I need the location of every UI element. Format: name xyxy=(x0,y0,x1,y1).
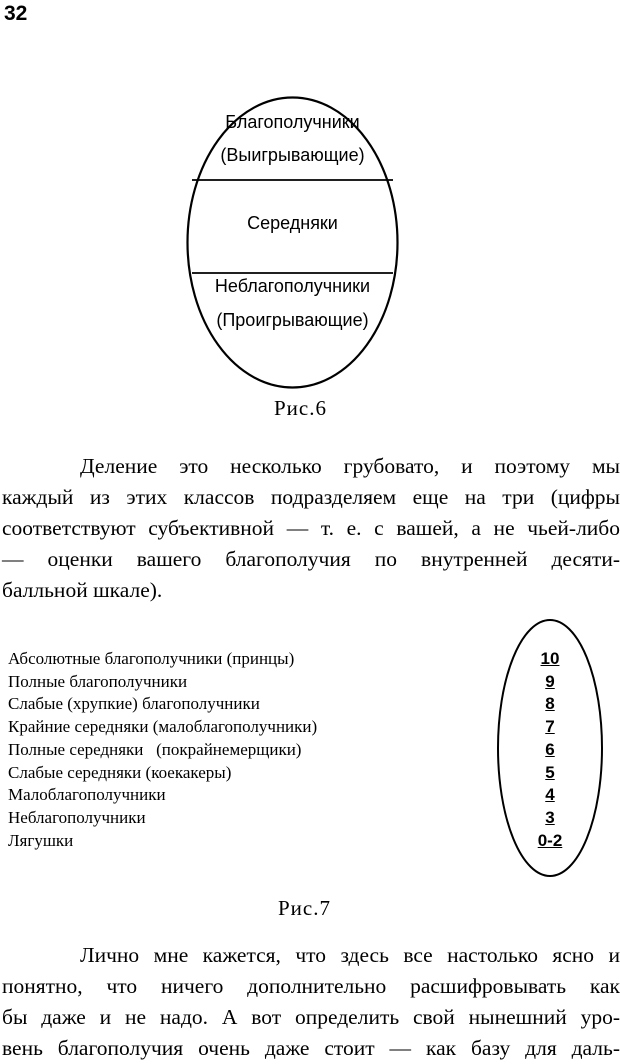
figure-7-score: 4 xyxy=(545,785,555,805)
figure-7-score: 10 xyxy=(540,649,560,668)
paragraph-1-line: балльной шкале). xyxy=(2,578,163,602)
figure-7-item-label: Крайние середняки (малоблагополучники) xyxy=(8,717,318,737)
figure-7-item-label: Полные благополучники xyxy=(8,671,188,691)
figure-7-item-label: Слабые середняки (коекакеры) xyxy=(8,762,232,782)
figure-7-score-column xyxy=(515,648,585,852)
paragraph-1 xyxy=(2,451,620,606)
paragraph-1-line: каждый из этих классов подразделяем еще на три (цифры xyxy=(2,485,620,509)
figure-7-score: 9 xyxy=(545,671,555,691)
figure-7-score: 7 xyxy=(545,717,555,737)
figure-7-score: 0-2 xyxy=(537,830,563,850)
figure-7-item-label: Абсолютные благополучники (принцы) xyxy=(8,649,295,668)
figure-7-score: 5 xyxy=(545,762,555,782)
figure-7-caption: Рис.7 xyxy=(278,896,331,920)
figure-6-caption: Рис.6 xyxy=(274,396,327,420)
figure-7-item-label: Неблагополучники xyxy=(8,807,146,827)
figure-7-item-label: Лягушки xyxy=(8,830,74,850)
figure-7-score: 3 xyxy=(545,807,555,827)
paragraph-1-line: Деление это несколько грубовато, и поэтому мы xyxy=(80,454,620,478)
paragraph-2-line: Лично мне кажется, что здесь все настолько ясно и xyxy=(80,943,620,967)
figure-6-oval-diagram xyxy=(185,95,400,390)
figure-6-bottom-label-2: (Проигрывающие) xyxy=(216,310,369,330)
figure-7-item-label: Слабые (хрупкие) благополучники xyxy=(8,694,260,714)
paragraph-2-line: вень благополучия очень даже стоит — как базу для даль- xyxy=(2,1036,620,1060)
paragraph-1-line: — оценки вашего благополучия по внутренней десяти- xyxy=(2,547,620,571)
figure-6-oval-shape xyxy=(185,95,400,390)
paragraph-2-line: понятно, что ничего дополнительно расшифровывать как xyxy=(2,974,620,998)
paragraph-2 xyxy=(2,940,620,1064)
figure-6-bottom-label-1: Неблагополучники xyxy=(214,276,371,296)
paragraph-2-line: бы даже и не надо. А вот определить свой нынешний уро- xyxy=(2,1005,620,1029)
figure-7-score: 8 xyxy=(545,694,555,714)
paragraph-1-line: соответствуют субъективной — т. е. с вашей, а не чьей-либо xyxy=(2,516,620,540)
figure-6-top-label-2: (Выигрывающие) xyxy=(220,145,365,165)
figure-7-item-label: Полные середняки (покрайнемерщики) xyxy=(8,739,302,759)
figure-6-middle-label: Середняки xyxy=(247,213,338,233)
figure-7-class-list xyxy=(8,648,317,852)
page-number: 32 xyxy=(4,2,28,25)
figure-7-score: 6 xyxy=(545,739,555,759)
figure-6-top-label-1: Благополучники xyxy=(225,112,360,132)
figure-7-item-label: Малоблагополучники xyxy=(8,785,166,805)
